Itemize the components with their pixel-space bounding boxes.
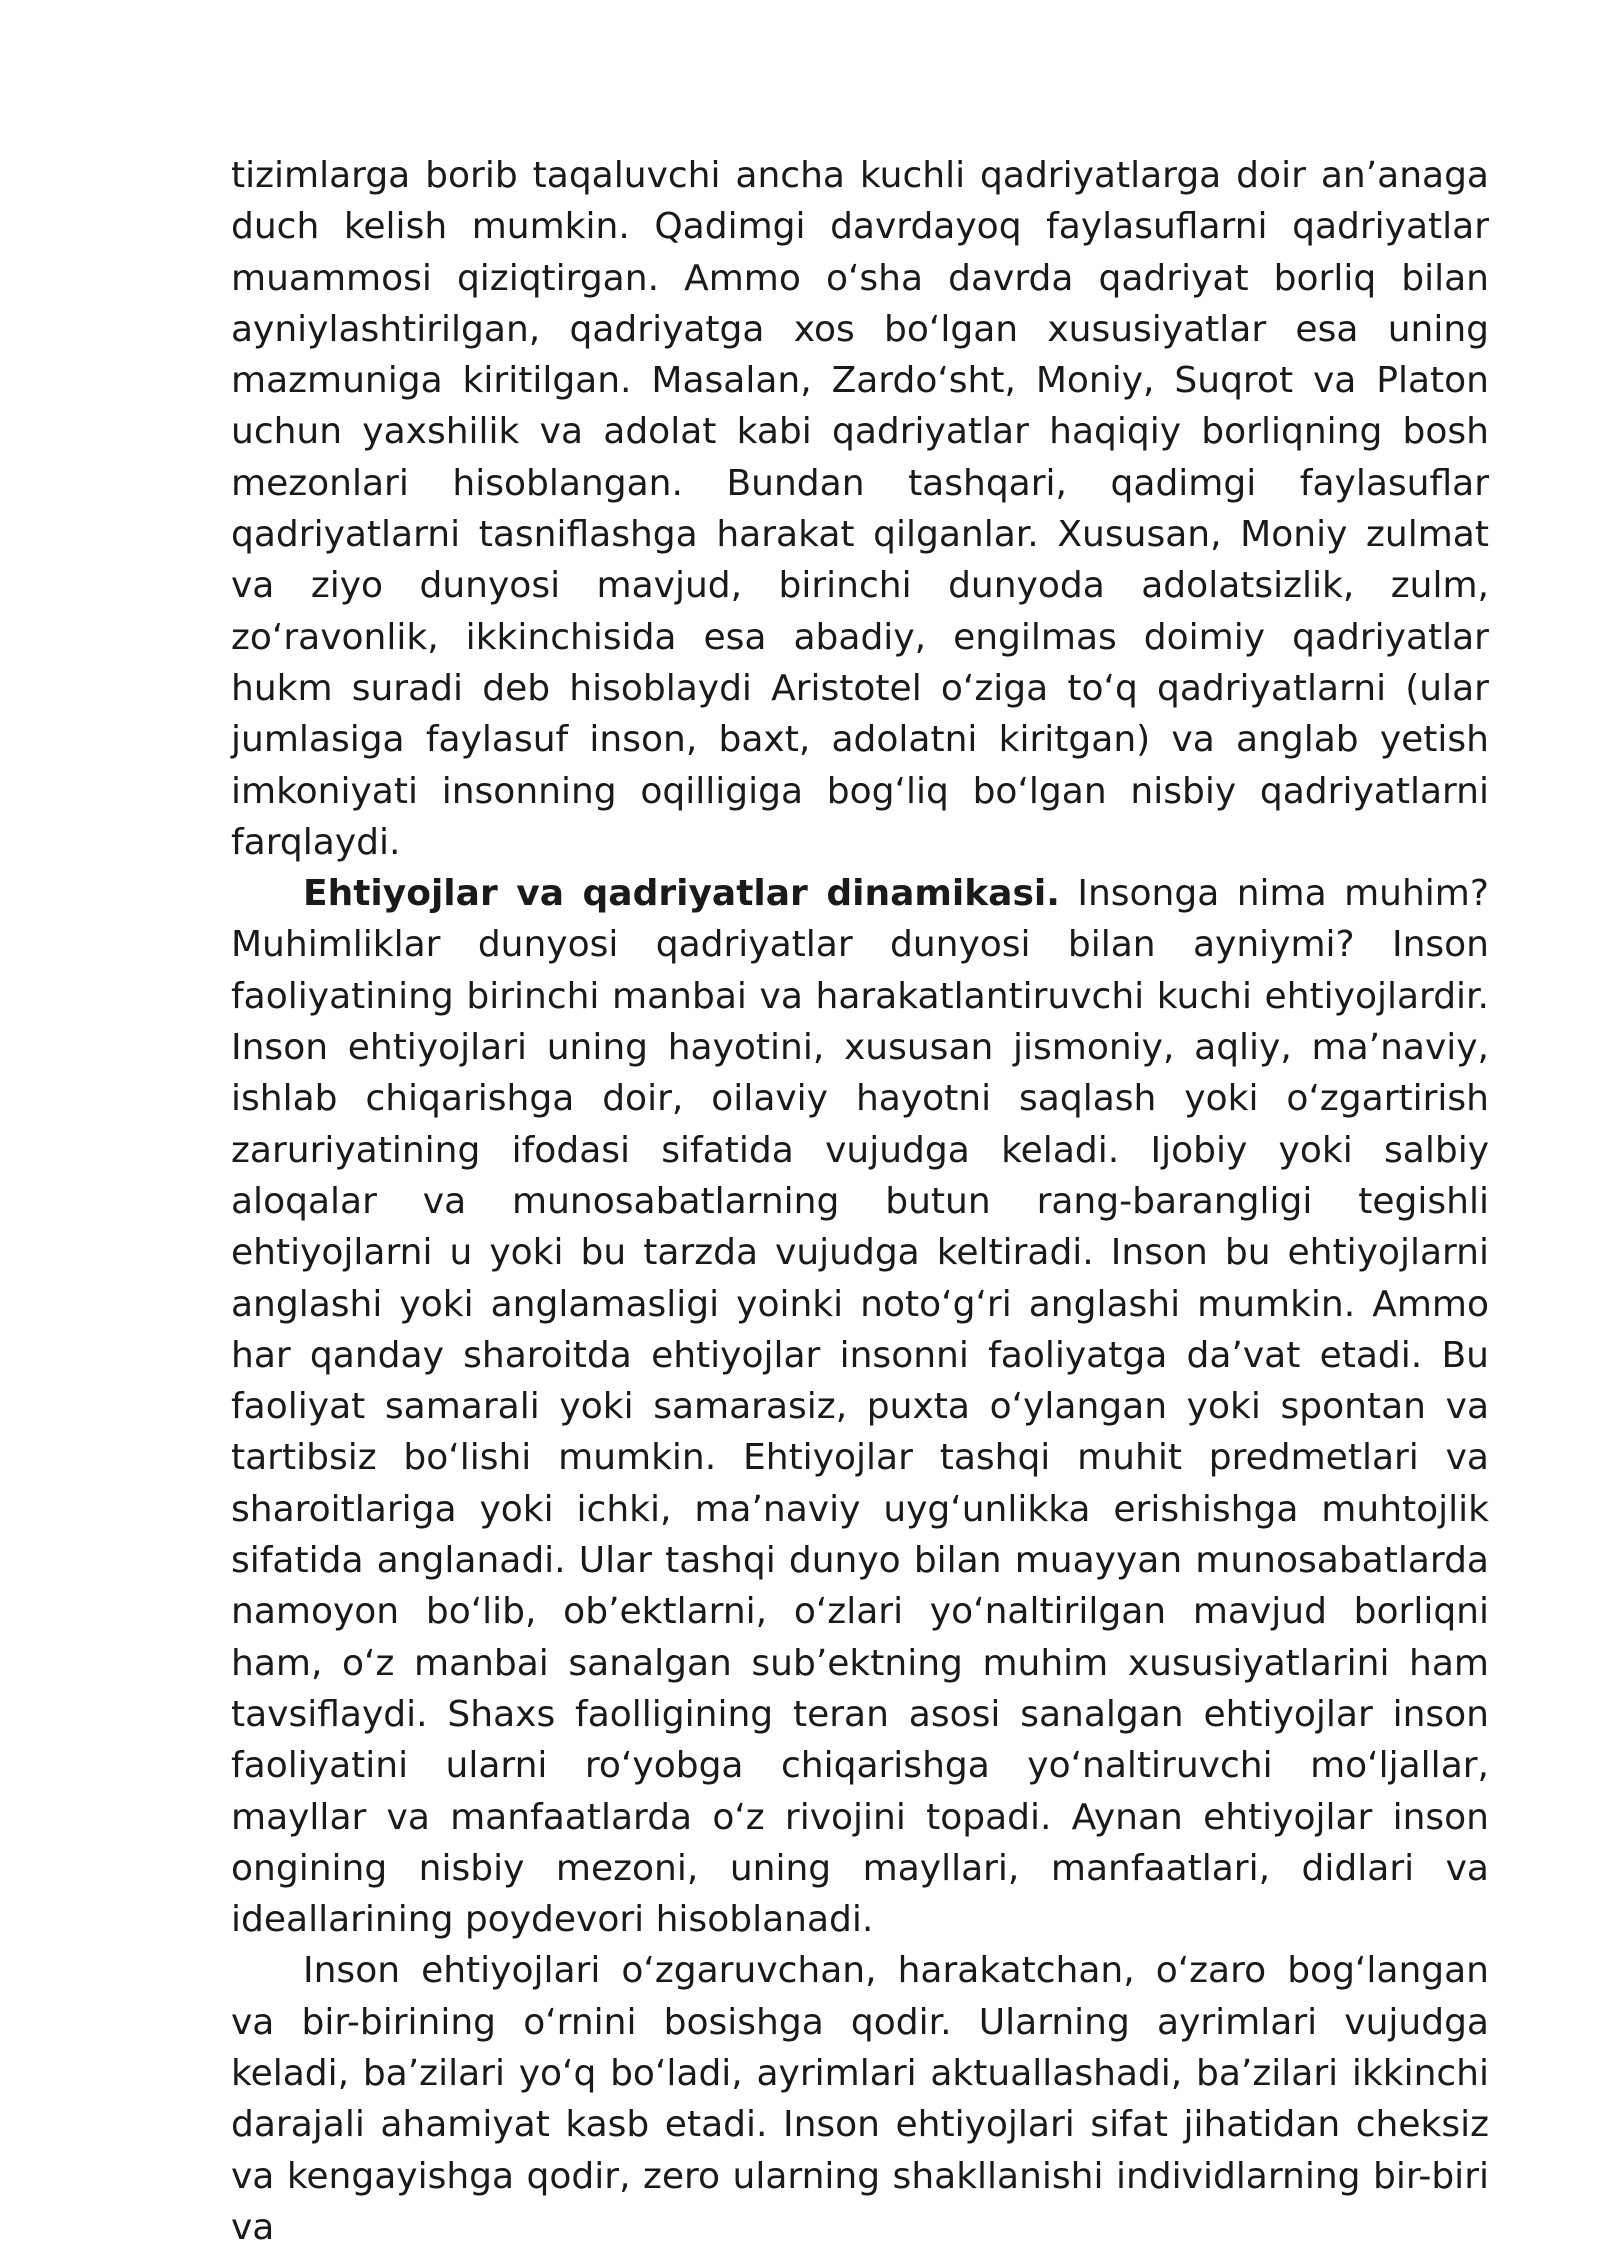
paragraph-1-text: tizimlarga borib taqaluvchi ancha kuchli qadriyatlarga doir an’anaga duch kelish mumkin. Qadimgi davrdayoq faylasuflarni qadriyatlar muammosi qiziqtirgan. Ammo o‘sha davrda qadriyat borliq bilan ayniylashtirilgan, qadriyatga xos bo‘lgan xususiyatlar esa uning mazmuniga kiritilgan. Masalan, Zardo‘sht, Moniy, Suqrot va Platon uchun yaxshilik va adolat kabi qadriyatlar haqiqiy borliqning bosh mezonlari hisoblangan. Bundan tashqari, qadimgi faylasuflar qadriyatlarni tasniflashga harakat qilganlar. Xususan, Moniy zulmat va ziyo dunyosi mavjud, birinchi dunyoda adolatsizlik, zulm, zo‘ravonlik, ikkinchisida esa abadiy, engilmas doimiy qadriyatlar hukm suradi deb hisoblaydi Aristotel o‘ziga to‘q qadriyatlarni (ular jumlasiga faylasuf inson, baxt, adolatni kiritgan) va anglab yetish imkoniyati insonning oqilligiga bog‘liq bo‘lgan nisbiy qadriyatlarni farqlaydi. (231, 155, 1489, 863)
body-text (231, 150, 1489, 2253)
section-heading-needs-values-dynamics: Ehtiyojlar va qadriyatlar dinamikasi. (303, 873, 1060, 915)
paragraph-1 (231, 150, 1489, 868)
paragraph-3 (231, 1945, 1489, 2253)
paragraph-2-text: Insonga nima muhim? Muhimliklar dunyosi qadriyatlar dunyosi bilan ayniymi? Inson faoliyatining birinchi manbai va harakatlantiruvchi kuchi ehtiyojlardir. Inson ehtiyojlari uning hayotini, xususan jismoniy, aqliy, ma’naviy, ishlab chiqarishga doir, oilaviy hayotni saqlash yoki o‘zgartirish zaruriyatining ifodasi sifatida vujudga keladi. Ijobiy yoki salbiy aloqalar va munosabatlarning butun rang-barangligi tegishli ehtiyojlarni u yoki bu tarzda vujudga keltiradi. Inson bu ehtiyojlarni anglashi yoki anglamasligi yoinki noto‘g‘ri anglashi mumkin. Ammo har qanday sharoitda ehtiyojlar insonni faoliyatga da’vat etadi. Bu faoliyat samarali yoki samarasiz, puxta o‘ylangan yoki spontan va tartibsiz bo‘lishi mumkin. Ehtiyojlar tashqi muhit predmetlari va sharoitlariga yoki ichki, ma’naviy uyg‘unlikka erishishga muhtojlik sifatida anglanadi. Ular tashqi dunyo bilan muayyan munosabatlarda namoyon bo‘lib, ob’ektlarni, o‘zlari yo‘naltirilgan mavjud borliqni ham, o‘z manbai sanalgan sub’ektning muhim xususiyatlarini ham tavsiflaydi. Shaxs faolligining teran asosi sanalgan ehtiyojlar inson faoliyatini ularni ro‘yobga chiqarishga yo‘naltiruvchi mo‘ljallar, mayllar va manfaatlarda o‘z rivojini topadi. Aynan ehtiyojlar inson ongining nisbiy mezoni, uning mayllari, manfaatlari, didlari va ideallarining poydevori hisoblanadi. (231, 873, 1489, 1941)
paragraph-3-text: Inson ehtiyojlari o‘zgaruvchan, harakatchan, o‘zaro bog‘langan va bir-birining o‘rnini bosishga qodir. Ularning ayrimlari vujudga keladi, ba’zilari yo‘q bo‘ladi, ayrimlari aktuallashadi, ba’zilari ikkinchi darajali ahamiyat kasb etadi. Inson ehtiyojlari sifat jihatidan cheksiz va kengayishga qodir, zero ularning shakllanishi individlarning bir-biri va (231, 1950, 1489, 2248)
paragraph-2 (231, 868, 1489, 1945)
